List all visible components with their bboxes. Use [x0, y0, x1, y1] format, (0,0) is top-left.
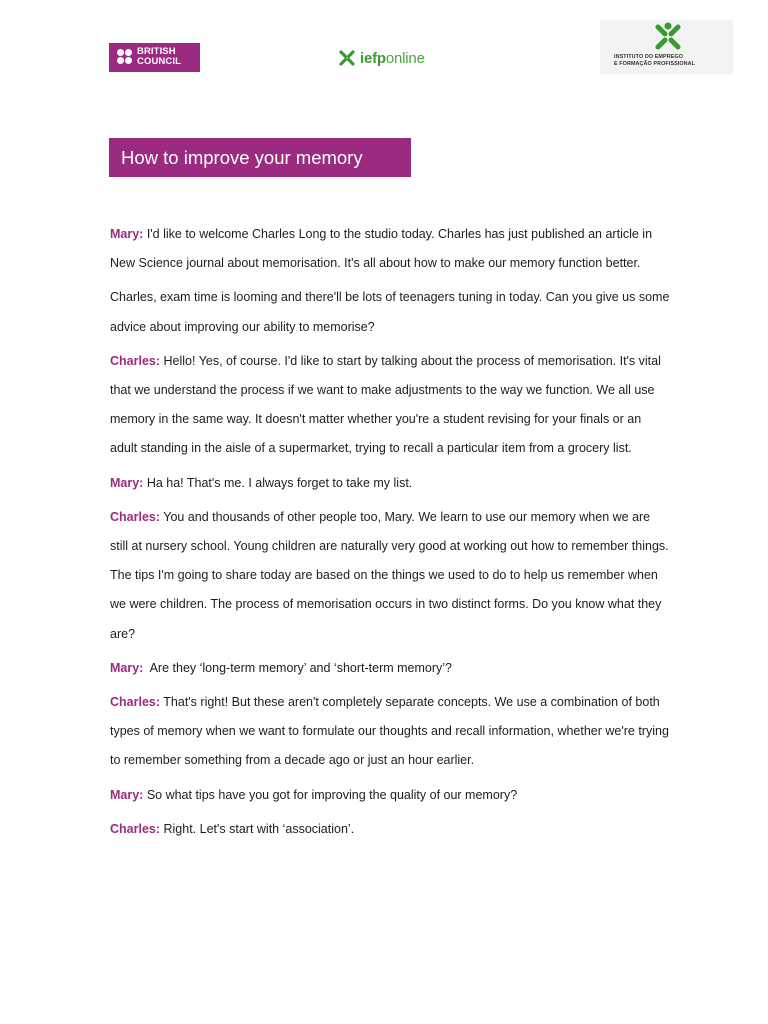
speaker-label: Charles:: [110, 695, 161, 710]
dialogue-text: You and thousands of other people too, Mary. We learn to use our memory when we are still at nursery school. Young children are naturally very good at working out how to remember things. The tips I'm going to share today are based on the things we used to do to help us remember when we were children. The process of memorisation occurs in two distinct forms. Do you know what they are?: [110, 509, 669, 641]
dialogue-text: That's right! But these aren't completely separate concepts. We use a combination of both types of memory when we want to formulate our thoughts and recall information, whether we're trying to remember something from a decade ago or just an hour earlier.: [110, 695, 669, 768]
dialogue-paragraph: [110, 781, 670, 810]
iefp-wordmark-part2: online: [385, 49, 425, 67]
dialogue-paragraph: [110, 283, 670, 341]
speaker-label: Mary:: [110, 660, 144, 675]
instituto-logo: [600, 20, 733, 74]
dialogue-text: So what tips have you got for improving the quality of our memory?: [143, 787, 518, 802]
speaker-label: Charles:: [110, 353, 161, 368]
dialogue-paragraph: [110, 503, 670, 649]
dialogue-paragraph: [110, 654, 670, 683]
british-council-logo: [109, 43, 200, 72]
dialogue-text: Are they ‘long-term memory’ and ‘short-term memory’?: [143, 660, 452, 675]
dialogue-text: Ha ha! That's me. I always forget to take my list.: [143, 475, 413, 490]
dialogue-text: Right. Let's start with ‘association’.: [160, 821, 355, 836]
dialogue-paragraph: [110, 220, 670, 278]
dialogue-paragraph: [110, 347, 670, 464]
iefp-wordmark: [360, 50, 425, 67]
speaker-label: Mary:: [110, 227, 144, 241]
dialogue-text: I'd like to welcome Charles Long to the studio today. Charles has just published an article in New Science journal about memorisation. It's all about how to make our memory function better.: [110, 227, 653, 271]
dialogue-paragraph: [110, 469, 670, 498]
dialogue-text: Charles, exam time is looming and there'll be lots of teenagers tuning in today. Can you give us some advice about improving our ability to memorise?: [110, 290, 670, 334]
british-council-wordmark: [137, 47, 181, 67]
dialogue-paragraph: [110, 815, 670, 844]
speaker-label: Charles:: [110, 821, 161, 836]
dialogue-text: Hello! Yes, of course. I'd like to start by talking about the process of memorisation. It's vital that we understand the process if we want to make adjustments to the way we function. We all use memory in the same way. It doesn't matter whether you're a student revising for your finals or an adult standing in the aisle of a supermarket, trying to recall a particular item from a grocery list.: [110, 353, 661, 456]
dialogue-paragraph: [110, 688, 670, 776]
iefp-mark-icon: [338, 49, 356, 67]
british-council-line1: BRITISH: [137, 46, 176, 57]
speaker-label: Mary:: [110, 475, 144, 490]
speaker-label: Charles:: [110, 509, 161, 524]
dialogue-transcript: [110, 220, 670, 849]
british-council-line2: COUNCIL: [137, 56, 181, 67]
iefp-wordmark-part1: iefp: [360, 49, 386, 67]
british-council-dots-icon: [117, 49, 133, 66]
speaker-label: Mary:: [110, 787, 144, 802]
instituto-line2: E FORMAÇÃO PROFISSIONAL: [614, 60, 696, 67]
instituto-line1: INSTITUTO DO EMPREGO: [614, 54, 683, 60]
instituto-wordmark: [614, 54, 724, 67]
iefp-online-logo: [338, 47, 425, 69]
instituto-mark-icon: [652, 22, 684, 52]
page-title: How to improve your memory: [109, 138, 411, 177]
